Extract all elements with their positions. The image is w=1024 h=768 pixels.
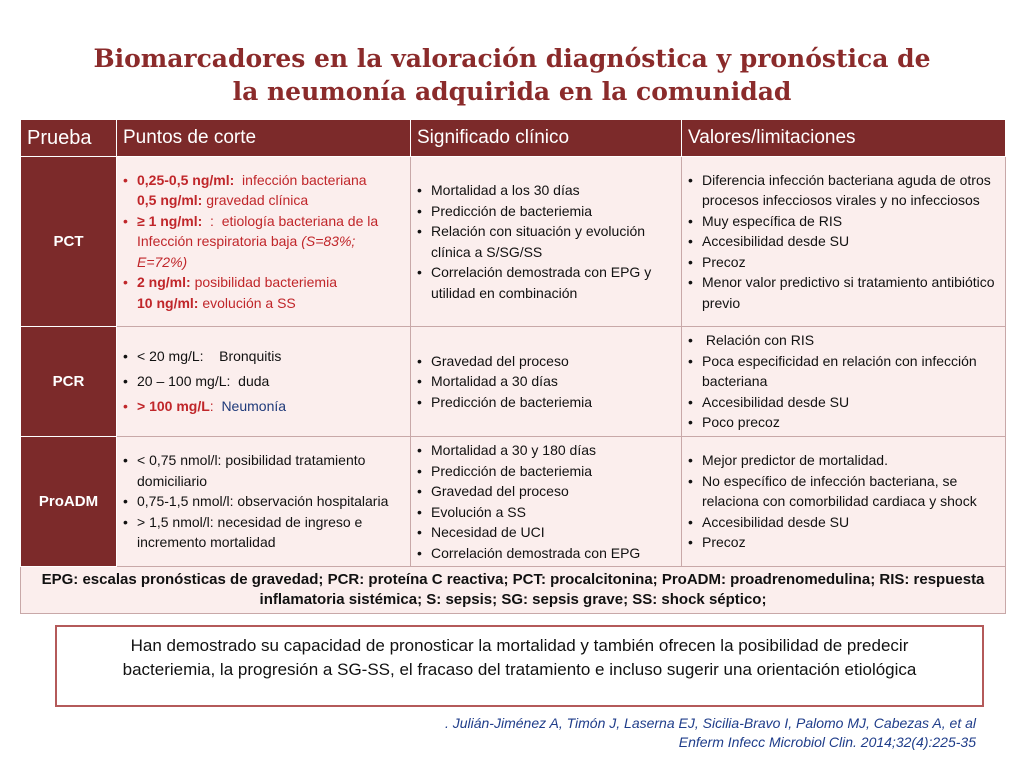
pct-sig-item: • Predicción de bacteriemia <box>431 201 677 222</box>
proadm-sig-item: • Evolución a SS <box>431 502 677 523</box>
header-prueba: Prueba <box>21 120 117 157</box>
pct-sig-item: • Correlación demostrada con EPG y utilidad en combinación <box>431 262 677 303</box>
pct-val-item: • Menor valor predictivo si tratamiento antibiótico previo <box>702 272 1001 313</box>
pcr-cut-item-2: • 20 – 100 mg/L: duda <box>137 369 406 394</box>
pcr-val-item: • Poca especificidad en relación con infección bacteriana <box>702 351 1001 392</box>
table-row-proadm <box>21 437 1006 567</box>
abbreviations-legend: EPG: escalas pronósticas de gravedad; PCR: proteína C reactiva; PCT: procalcitonina; ProADM: proadrenomedulina; RIS: respuesta inflamatoria sistémica; S: sepsis; SG: sepsis grave; SS: shock séptico; <box>21 567 1006 614</box>
pct-cut-item-2: • ≥ 1 ng/ml: : etiología bacteriana de la Infección respiratoria baja (S=83%; E=72%) <box>137 211 406 273</box>
proadm-sig-item: • Mortalidad a 30 y 180 días <box>431 440 677 461</box>
proadm-val-item: • No específico de infección bacteriana, se relaciona con comorbilidad cardiaca y shock <box>702 471 1001 512</box>
proadm-val-item: • Accesibilidad desde SU <box>702 512 1001 533</box>
header-valores-limitaciones: Valores/limitaciones <box>682 120 1006 157</box>
pct-sig-item: • Relación con situación y evolución clínica a S/SG/SS <box>431 221 677 262</box>
proadm-sig-item: • Gravedad del proceso <box>431 481 677 502</box>
proadm-significance <box>411 437 682 567</box>
pcr-values <box>682 327 1006 437</box>
pct-values <box>682 157 1006 327</box>
table-header-row <box>21 120 1006 157</box>
row-label-pct: PCT <box>21 157 117 327</box>
pct-val-item: • Diferencia infección bacteriana aguda de otros procesos infecciosos virales y no infecciosos <box>702 170 1001 211</box>
table-row-pcr <box>21 327 1006 437</box>
proadm-cut-item: • 0,75-1,5 nmol/l: observación hospitalaria <box>137 491 406 512</box>
title-line-2: la neumonía adquirida en la comunidad <box>232 77 792 106</box>
biomarker-table <box>20 119 1006 614</box>
row-label-pcr: PCR <box>21 327 117 437</box>
pct-val-item: • Accesibilidad desde SU <box>702 231 1001 252</box>
proadm-values <box>682 437 1006 567</box>
pcr-sig-item: • Gravedad del proceso <box>431 351 677 372</box>
citation-line-1: . Julián-Jiménez A, Timón J, Laserna EJ, Sicilia-Bravo I, Palomo MJ, Cabezas A, et al <box>444 715 976 731</box>
pcr-val-item: • Poco precoz <box>702 412 1001 433</box>
slide-title <box>0 42 1024 108</box>
conclusion-line-2: bacteriemia, la progresión a SG-SS, el fracaso del tratamiento e incluso sugerir una orientación etiológica <box>122 660 917 679</box>
proadm-cutoffs <box>117 437 411 567</box>
citation-line-2: Enferm Infecc Microbiol Clin. 2014;32(4):225-35 <box>678 734 976 750</box>
pcr-val-item: • Accesibilidad desde SU <box>702 392 1001 413</box>
header-significado-clinico: Significado clínico <box>411 120 682 157</box>
pct-sig-item: • Mortalidad a los 30 días <box>431 180 677 201</box>
header-puntos-de-corte: Puntos de corte <box>117 120 411 157</box>
proadm-sig-item: • Predicción de bacteriemia <box>431 461 677 482</box>
conclusion-box <box>55 625 984 707</box>
pcr-val-item: • Relación con RIS <box>702 330 1001 351</box>
citation <box>445 714 976 752</box>
pct-cut-item-1: • 0,25-0,5 ng/ml: infección bacteriana 0,5 ng/ml: gravedad clínica <box>137 170 406 211</box>
pcr-cut-item-1: • < 20 mg/L: Bronquitis <box>137 344 406 369</box>
pct-cut-item-3: • 2 ng/ml: posibilidad bacteriemia 10 ng/ml: evolución a SS <box>137 272 406 313</box>
pct-val-item: • Precoz <box>702 252 1001 273</box>
row-label-proadm: ProADM <box>21 437 117 567</box>
pct-significance <box>411 157 682 327</box>
proadm-cut-item: • > 1,5 nmol/l: necesidad de ingreso e incremento mortalidad <box>137 512 406 553</box>
proadm-val-item: • Precoz <box>702 532 1001 553</box>
pcr-sig-item: • Predicción de bacteriemia <box>431 392 677 413</box>
title-line-1: Biomarcadores en la valoración diagnóstica y pronóstica de <box>93 44 931 73</box>
proadm-sig-item: • Necesidad de UCI <box>431 522 677 543</box>
table-row-pct <box>21 157 1006 327</box>
pcr-sig-item: • Mortalidad a 30 días <box>431 371 677 392</box>
pcr-significance <box>411 327 682 437</box>
proadm-cut-item: • < 0,75 nmol/l: posibilidad tratamiento domiciliario <box>137 450 406 491</box>
conclusion-line-1: Han demostrado su capacidad de pronosticar la mortalidad y también ofrecen la posibilidad de predecir <box>130 636 909 655</box>
table-row-legend <box>21 567 1006 614</box>
pct-val-item: • Muy específica de RIS <box>702 211 1001 232</box>
pct-cutoffs <box>117 157 411 327</box>
pcr-cut-item-3: • > 100 mg/L: Neumonía <box>137 394 406 419</box>
pcr-cutoffs <box>117 327 411 437</box>
proadm-val-item: • Mejor predictor de mortalidad. <box>702 450 1001 471</box>
proadm-sig-item: • Correlación demostrada con EPG <box>431 543 677 564</box>
